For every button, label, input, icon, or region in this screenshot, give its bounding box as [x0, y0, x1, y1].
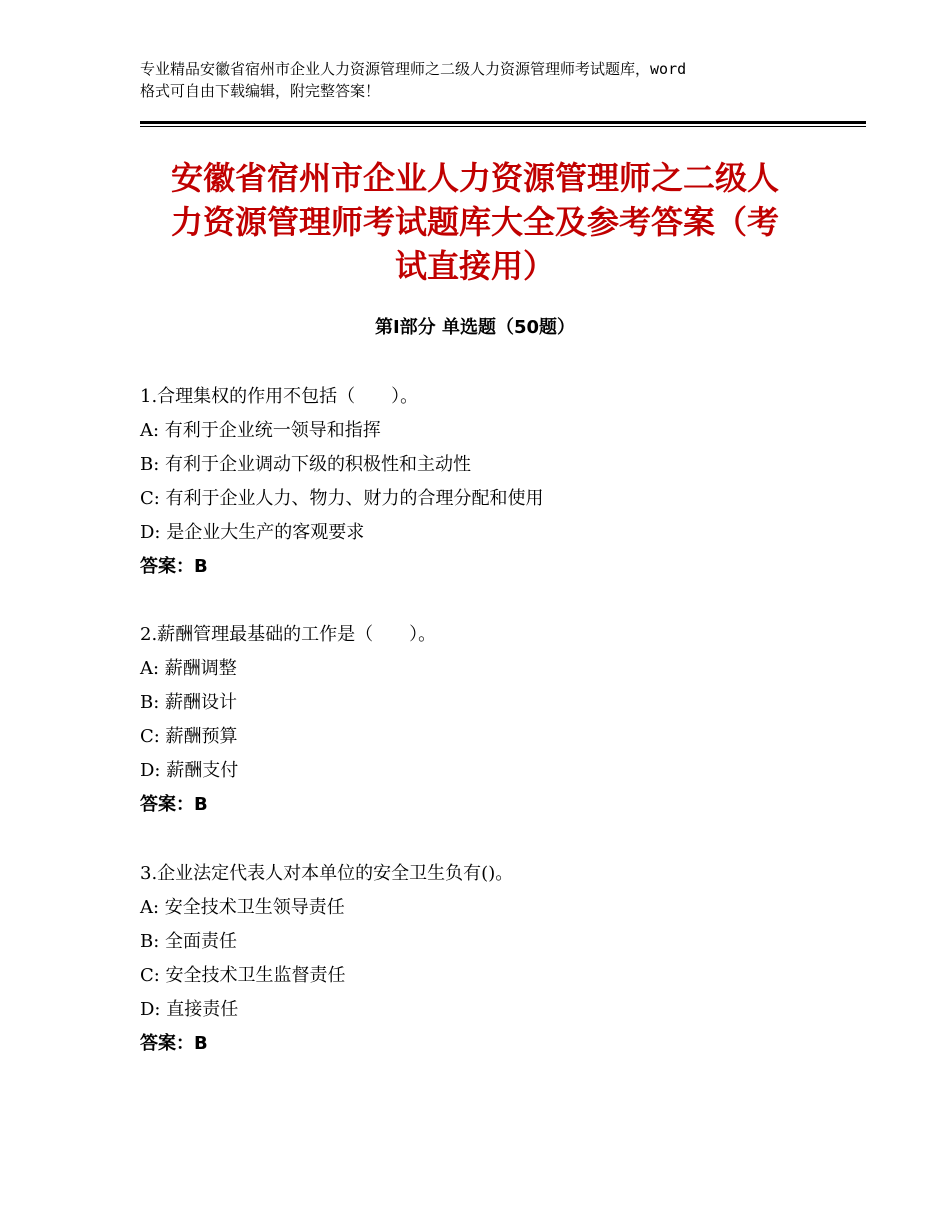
- header-note: [140, 58, 840, 102]
- answer: 答案：B: [140, 556, 208, 577]
- question-2: [140, 618, 860, 822]
- option-c: C: 薪酬预算: [140, 726, 238, 747]
- question-stem: 1.合理集权的作用不包括（ ）。: [140, 386, 419, 407]
- question-stem: 2.薪酬管理最基础的工作是（ ）。: [140, 624, 437, 645]
- header-divider-thin: [140, 126, 866, 127]
- document-title-line-1: 安徽省宿州市企业人力资源管理师之二级人: [170, 159, 779, 197]
- option-d: D: 是企业大生产的客观要求: [140, 522, 365, 543]
- section-title: 第Ⅰ部分 单选题（50题）: [374, 317, 575, 338]
- option-c: C: 安全技术卫生监督责任: [140, 965, 346, 986]
- option-a: A: 安全技术卫生领导责任: [140, 897, 345, 918]
- answer: 答案：B: [140, 794, 208, 815]
- question-1: [140, 380, 860, 584]
- document-title: [120, 156, 830, 288]
- option-b: B: 全面责任: [140, 931, 238, 952]
- question-stem: 3.企业法定代表人对本单位的安全卫生负有()。: [140, 863, 514, 884]
- document-title-line-3: 试直接用）: [394, 247, 555, 285]
- option-d: D: 薪酬支付: [140, 760, 239, 781]
- question-3: [140, 857, 860, 1061]
- answer: 答案：B: [140, 1033, 208, 1054]
- option-a: A: 薪酬调整: [140, 658, 237, 679]
- document-title-line-2: 力资源管理师考试题库大全及参考答案（考: [170, 203, 779, 241]
- header-note-line-2: 格式可自由下载编辑，附完整答案！: [140, 82, 381, 100]
- option-a: A: 有利于企业统一领导和指挥: [140, 420, 381, 441]
- option-b: B: 有利于企业调动下级的积极性和主动性: [140, 454, 472, 475]
- option-c: C: 有利于企业人力、物力、财力的合理分配和使用: [140, 488, 544, 509]
- header-note-line-1: 专业精品安徽省宿州市企业人力资源管理师之二级人力资源管理师考试题库，word: [140, 60, 687, 78]
- header-divider-thick: [140, 121, 866, 124]
- option-b: B: 薪酬设计: [140, 692, 238, 713]
- option-d: D: 直接责任: [140, 999, 239, 1020]
